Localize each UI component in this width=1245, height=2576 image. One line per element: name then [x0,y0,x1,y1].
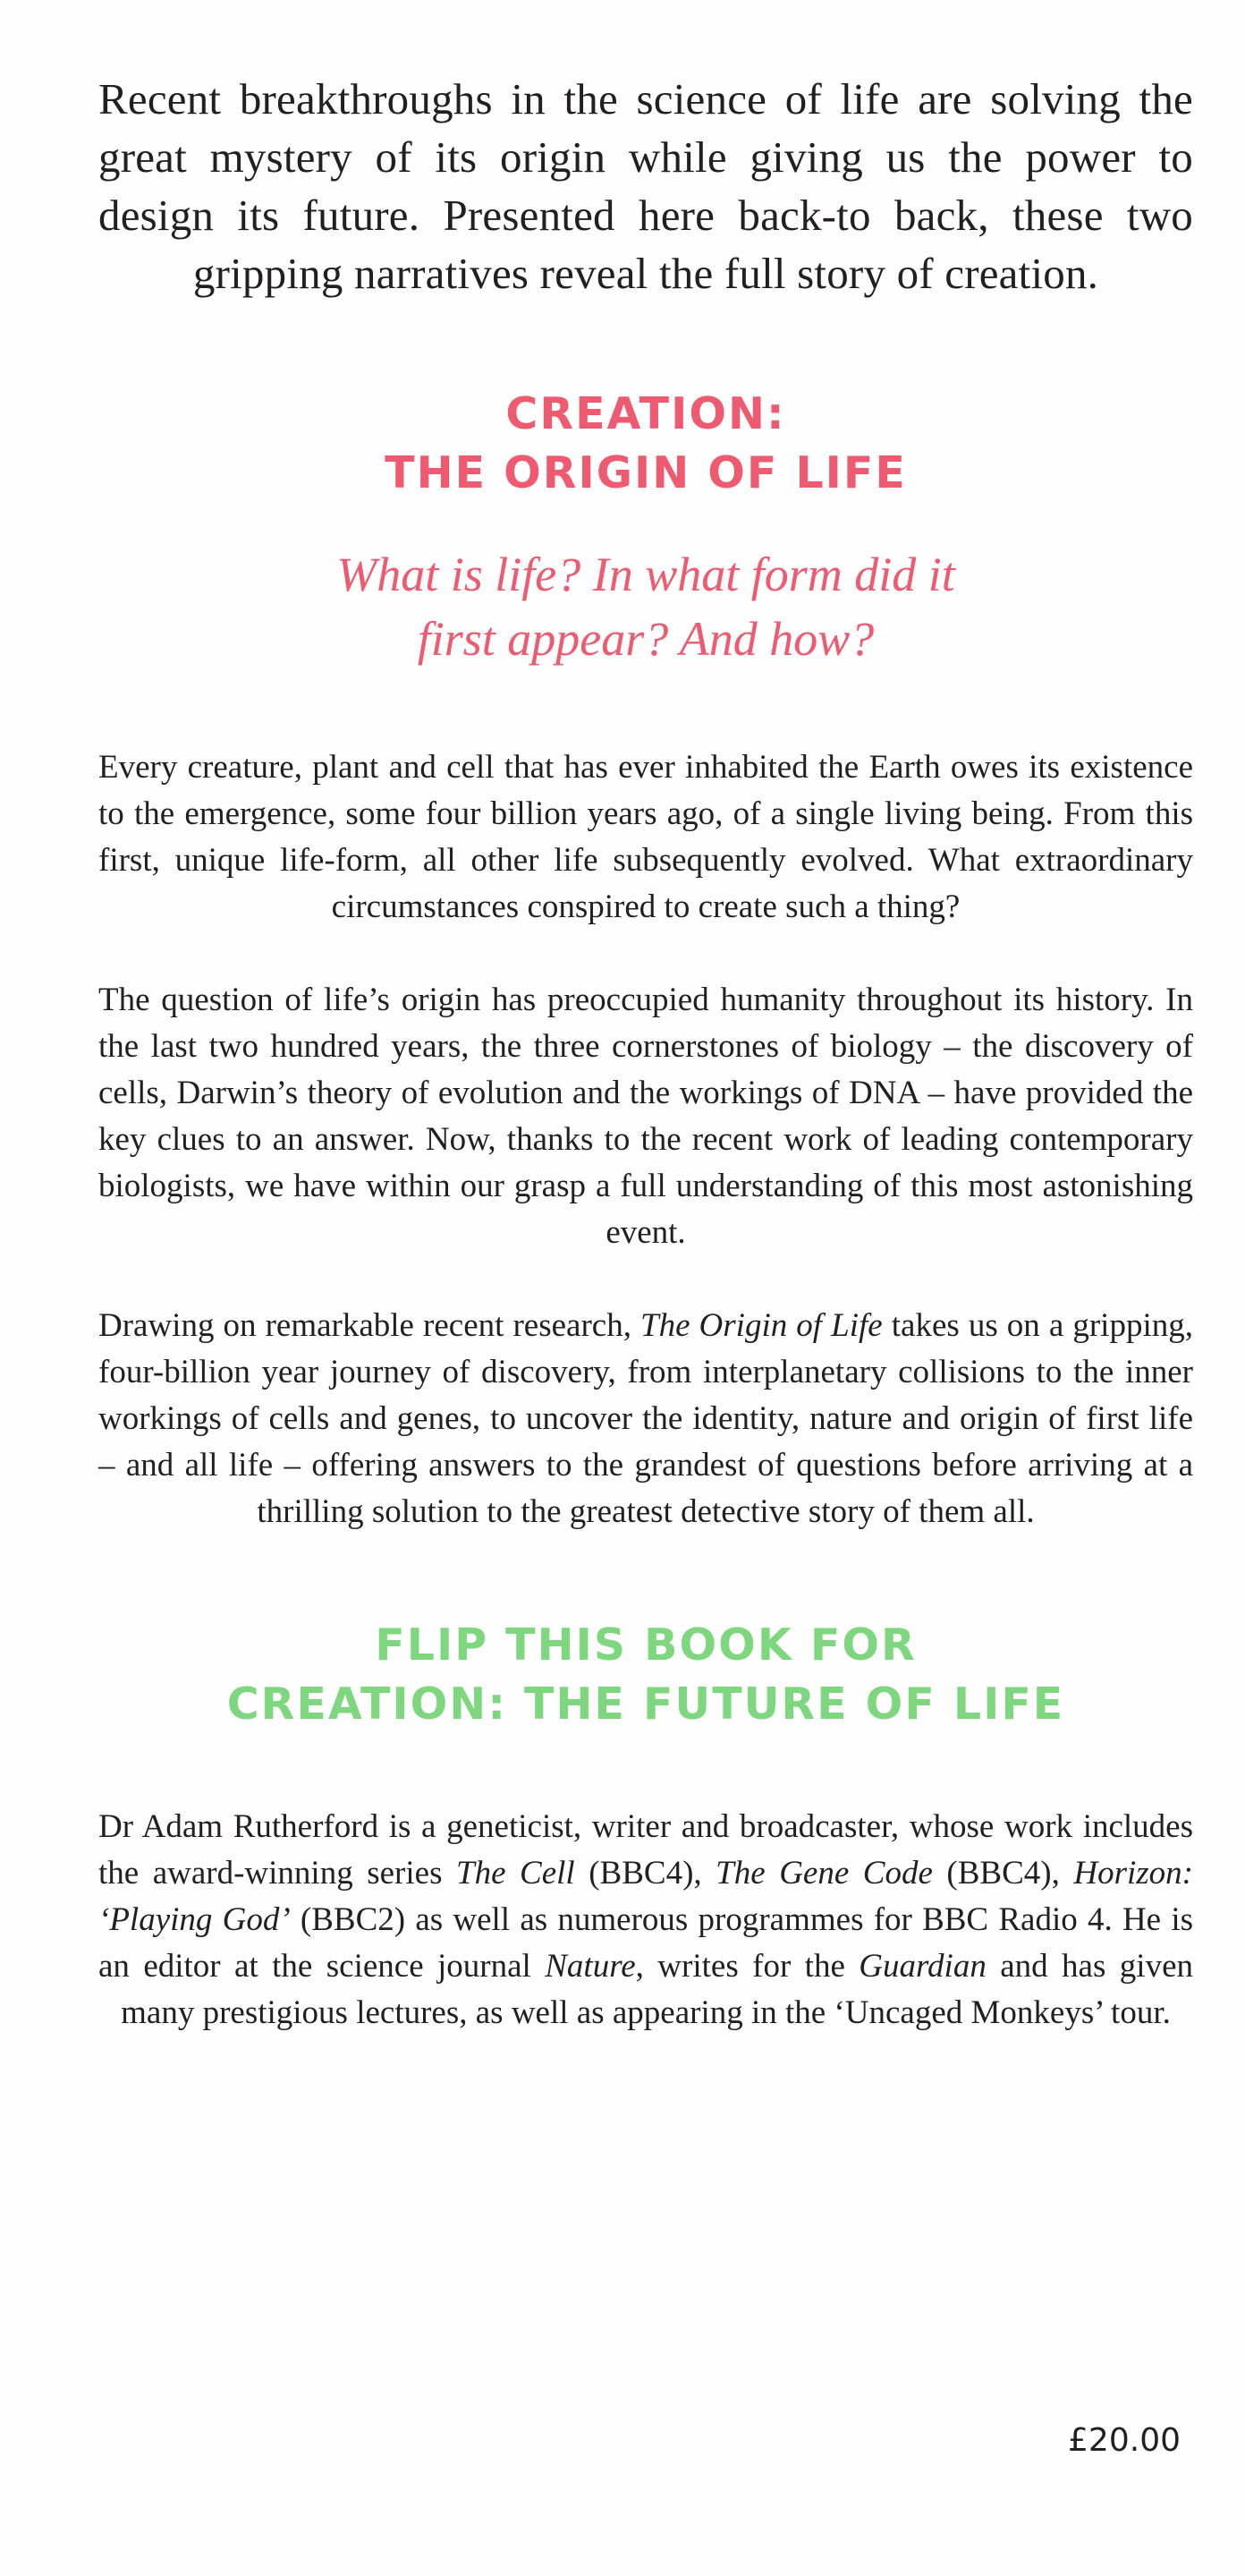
author-bio-text-6: and has given many prestigious lectures, as well as appearing in the ‘Uncaged Monkeys’ tour. [121,1948,1193,2031]
flip-book-heading [98,1616,1193,1734]
body-paragraph-3 [98,1303,1193,1535]
author-bio-text-3: (BBC4), [932,1855,1074,1892]
price-label: £20.00 [1068,2422,1181,2459]
author-bio [98,1804,1193,2036]
author-bio-work-3: Horizon: ‘Playing God’ [98,1855,1193,1938]
body-paragraph-1: Every creature, plant and cell that has ever inhabited the Earth owes its existence to the emergence, some four billion years ago, of a single living being. From this first, unique life-form, all other life subsequently evolved. What extraordinary circumstances conspired to create such a thing? [98,749,1193,925]
back-cover [0,70,1245,2576]
flip-book-heading-line-2: CREATION: THE FUTURE OF LIFE [226,1679,1065,1730]
lead-paragraph: Recent breakthroughs in the science of life are solving the great mystery of its origin while giving us the power to design its future. Presented here back-to back, these two gripping narratives reveal the full story of creation. [98,74,1193,298]
book-title-line-2: THE ORIGIN OF LIFE [385,447,907,498]
book-title-line-1: CREATION: [505,388,786,439]
body-paragraph-3-text-after: takes us on a gripping, four-billion year journey of discovery, from interplanetary collisions to the inner workings of cells and genes, to uncover the identity, nature and origin of first life – and all life – offering answers to the grandest of questions before arriving at a thrilling solution to the greatest detective story of them all. [98,1307,1193,1530]
author-bio-work-1: The Cell [456,1855,575,1892]
book-title-italic: The Origin of Life [640,1307,883,1344]
author-bio-work-2: The Gene Code [716,1855,933,1892]
subtitle-question [98,542,1193,671]
subtitle-line-2: first appear? And how? [417,612,875,666]
subtitle-line-1: What is life? In what form did it [336,548,955,601]
flip-book-heading-line-1: FLIP THIS BOOK FOR [375,1620,917,1671]
author-bio-publication-1: Nature [545,1948,636,1985]
body-paragraph-3-text-before: Drawing on remarkable recent research, [98,1307,640,1344]
author-bio-text-4: (BBC2) as well as numerous programmes for BBC Radio 4. He is an editor at the science journal [98,1901,1193,1985]
author-bio-text-5: , writes for the [635,1948,860,1985]
book-title [98,385,1193,503]
author-bio-publication-2: Guardian [859,1948,987,1985]
author-bio-text-2: (BBC4), [574,1855,716,1892]
body-paragraph-2: The question of life’s origin has preoccupied humanity throughout its history. In the last two hundred years, the three cornerstones of biology – the discovery of cells, Darwin’s theory of evolution and the workings of DNA – have provided the key clues to an answer. Now, thanks to the recent work of leading contemporary biologists, we have within our grasp a full understanding of this most astonishing event. [98,982,1193,1251]
author-bio-text-1: Dr Adam Rutherford is a geneticist, writer and broadcaster, whose work includes the award-winning series [98,1808,1193,1892]
